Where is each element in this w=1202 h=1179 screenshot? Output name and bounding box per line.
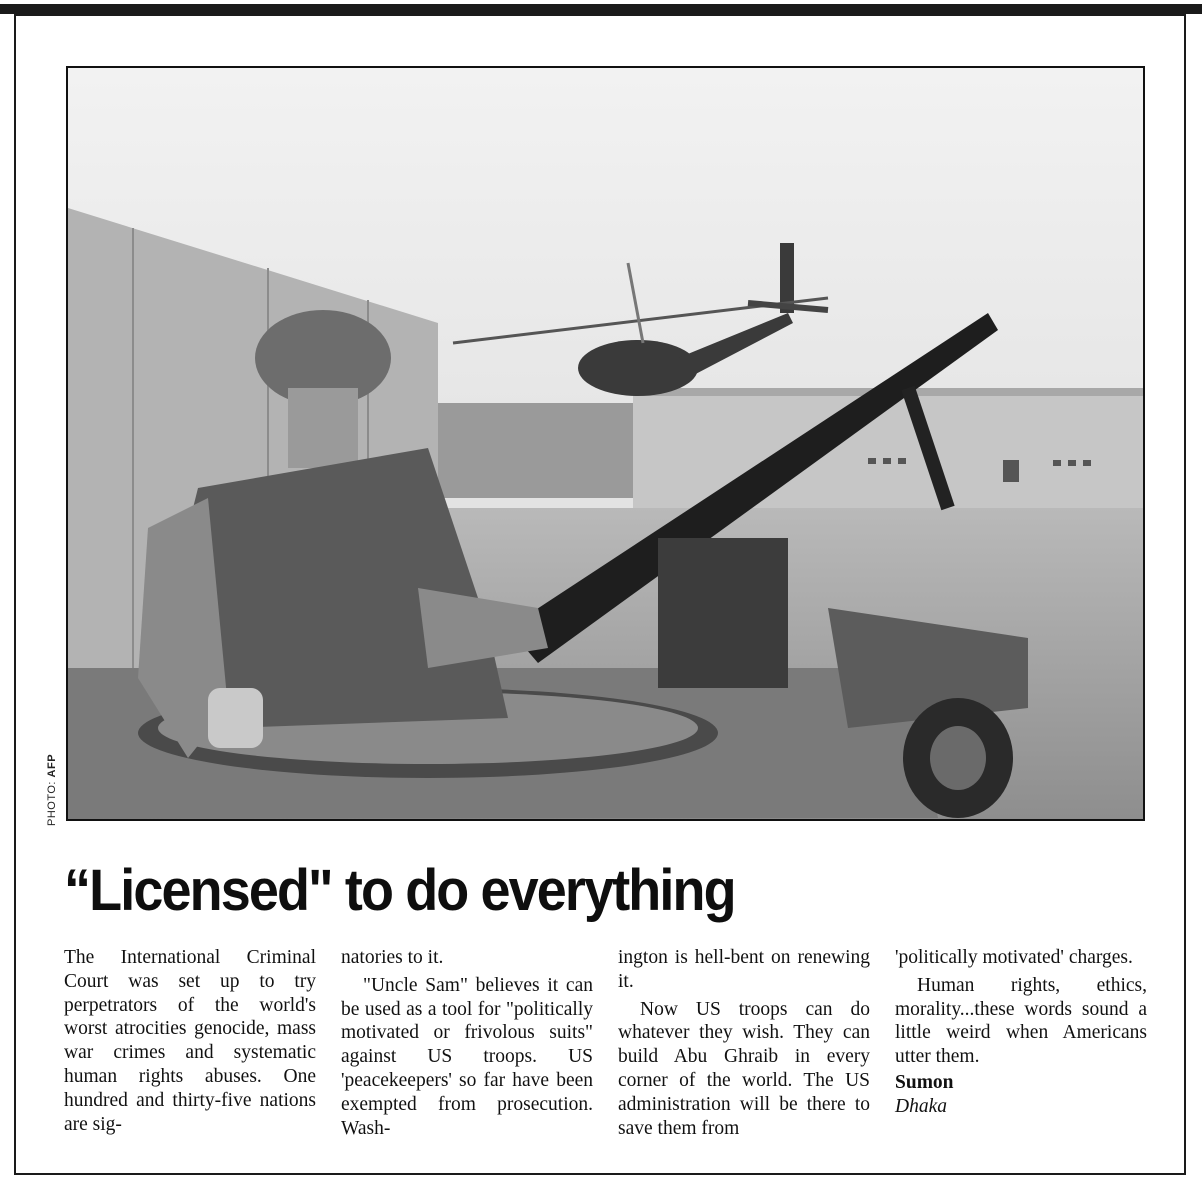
article-column-1 (64, 946, 316, 1136)
article-paragraph: The International Criminal Court was set up to try perpetrators of the world's worst atrocities genocide, mass war crimes and systematic human rights abuses. One hundred and thirty-five nations are sig- (64, 947, 316, 1135)
photo-credit-label: PHOTO: (46, 781, 58, 826)
article-paragraph: ington is hell-bent on renewing it. (618, 947, 870, 992)
article-paragraph: natories to it. (341, 947, 444, 968)
news-photo (66, 66, 1145, 821)
article-column-3 (618, 946, 870, 1140)
photo-credit-source: AFP (46, 753, 58, 778)
headline: “Licensed" to do everything (64, 858, 735, 923)
author-location: Dhaka (895, 1095, 947, 1117)
photo-credit (46, 754, 58, 826)
article-column-2 (341, 946, 593, 1140)
article-paragraph: Now US troops can do whatever they wish. They can build Abu Ghraib in every corner of the world. The US administration will be there to save them from (618, 998, 870, 1139)
article-paragraph: 'politically motivated' charges. (895, 947, 1133, 968)
article-paragraph: Human rights, ethics, morality...these words sound a little weird when Americans utter them. (895, 974, 1147, 1068)
top-rule (0, 4, 1202, 14)
author-name: Sumon (895, 1071, 954, 1093)
article-paragraph: "Uncle Sam" believes it can be used as a tool for "politically motivated or frivolous suits" against US troops. US 'peacekeepers' so far have been exempted from prosecution. Wash- (341, 974, 593, 1139)
article-column-4 (895, 946, 1147, 1119)
